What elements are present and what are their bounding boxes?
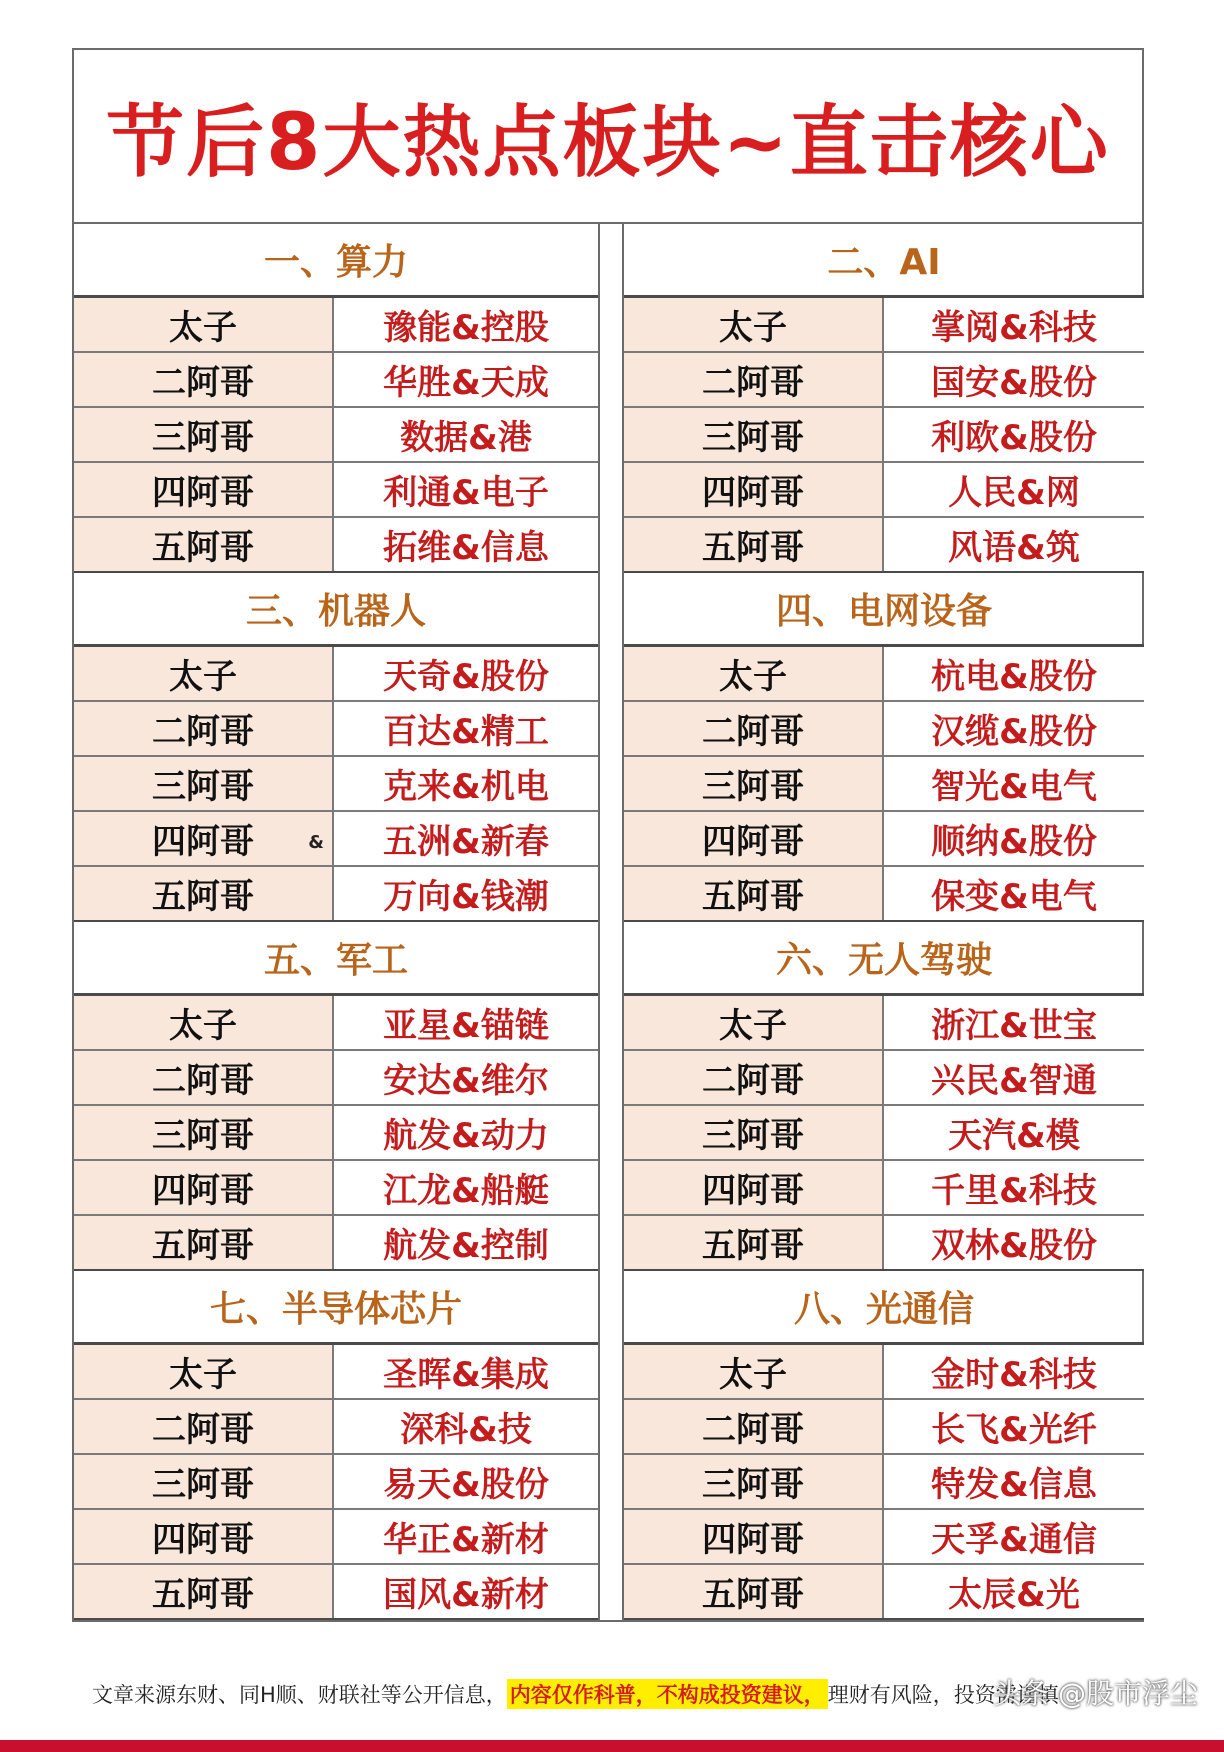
stray-ampersand: & xyxy=(308,832,324,853)
sector-heading: 一、算力 xyxy=(74,224,598,298)
stock-name: 金时&科技 xyxy=(884,1345,1144,1398)
source-text: 文章来源东财、同H顺、财联社等公开信息， xyxy=(92,1683,507,1707)
table-row xyxy=(74,757,598,812)
table-row xyxy=(624,1565,1144,1620)
rank-label: 二阿哥 xyxy=(74,702,334,755)
table-row xyxy=(74,1216,598,1271)
stock-name: 克来&机电 xyxy=(334,757,598,810)
table-row xyxy=(624,1161,1144,1216)
column-gap xyxy=(600,224,622,1620)
stock-name: 掌阅&科技 xyxy=(884,298,1144,351)
rank-label: 三阿哥 xyxy=(74,757,334,810)
stock-name: 杭电&股份 xyxy=(884,647,1144,700)
stock-name: 人民&网 xyxy=(884,463,1144,516)
rank-label: 四阿哥 xyxy=(74,1161,334,1214)
stock-name: 圣晖&集成 xyxy=(334,1345,598,1398)
sector-heading: 五、军工 xyxy=(74,922,598,996)
table-row xyxy=(624,1216,1144,1271)
table-row xyxy=(624,867,1144,922)
stock-name: 保变&电气 xyxy=(884,867,1144,920)
source-disclaimer xyxy=(92,1676,1059,1712)
rank-label: 二阿哥 xyxy=(74,353,334,406)
rank-label: 二阿哥 xyxy=(74,1051,334,1104)
rank-label: 太子 xyxy=(74,1345,334,1398)
rank-label: 二阿哥 xyxy=(624,702,884,755)
table-row xyxy=(624,353,1144,408)
table-row xyxy=(74,1565,598,1620)
sector-section xyxy=(74,922,598,1271)
table-row xyxy=(624,298,1144,353)
sector-heading: 二、AI xyxy=(624,224,1144,298)
rank-label: 四阿哥 xyxy=(74,463,334,516)
table-row xyxy=(74,1161,598,1216)
rank-label: 太子 xyxy=(624,647,884,700)
table-row xyxy=(74,353,598,408)
rank-label: 五阿哥 xyxy=(74,1216,334,1269)
rank-label: 五阿哥 xyxy=(624,1216,884,1269)
stock-name: 拓维&信息 xyxy=(334,518,598,571)
table-row xyxy=(624,1051,1144,1106)
rank-label: 三阿哥 xyxy=(74,408,334,461)
table-row xyxy=(74,1510,598,1565)
table-row xyxy=(74,1455,598,1510)
stock-name: 汉缆&股份 xyxy=(884,702,1144,755)
rank-label: 三阿哥 xyxy=(624,408,884,461)
document-frame xyxy=(72,48,1144,1622)
rank-label: 三阿哥 xyxy=(624,1106,884,1159)
rank-label: 四阿哥 xyxy=(74,1510,334,1563)
stock-name: 顺纳&股份 xyxy=(884,812,1144,865)
rank-label: 四阿哥 xyxy=(624,1510,884,1563)
stock-name: 万向&钱潮 xyxy=(334,867,598,920)
stock-name: 深科&技 xyxy=(334,1400,598,1453)
table-row xyxy=(624,1455,1144,1510)
table-row xyxy=(624,1400,1144,1455)
sector-heading: 八、光通信 xyxy=(624,1271,1144,1345)
right-column xyxy=(622,224,1144,1620)
table-row xyxy=(74,812,598,867)
stock-name: 双林&股份 xyxy=(884,1216,1144,1269)
stock-name: 五洲&新春 xyxy=(334,812,598,865)
table-row xyxy=(74,1400,598,1455)
table-row xyxy=(74,647,598,702)
stock-name: 华胜&天成 xyxy=(334,353,598,406)
table-row xyxy=(624,408,1144,463)
author-watermark: 头条 @股市浮尘 xyxy=(993,1677,1198,1710)
sector-section xyxy=(74,1271,598,1620)
rank-label: 五阿哥 xyxy=(624,518,884,571)
stock-name: 国安&股份 xyxy=(884,353,1144,406)
stock-name: 豫能&控股 xyxy=(334,298,598,351)
sector-heading: 四、电网设备 xyxy=(624,573,1144,647)
rank-label: 二阿哥 xyxy=(74,1400,334,1453)
table-row xyxy=(624,518,1144,573)
rank-label: 五阿哥 xyxy=(624,1565,884,1618)
stock-name: 百达&精工 xyxy=(334,702,598,755)
stock-name: 长飞&光纤 xyxy=(884,1400,1144,1453)
stock-name: 航发&动力 xyxy=(334,1106,598,1159)
stock-name: 风语&筑 xyxy=(884,518,1144,571)
rank-cell xyxy=(74,812,334,865)
sector-heading: 七、半导体芯片 xyxy=(74,1271,598,1345)
rank-label: 四阿哥 xyxy=(624,1161,884,1214)
table-row xyxy=(624,996,1144,1051)
stock-name: 特发&信息 xyxy=(884,1455,1144,1508)
sector-section xyxy=(624,573,1144,922)
rank-label: 太子 xyxy=(624,996,884,1049)
table-row xyxy=(74,1051,598,1106)
rank-label: 五阿哥 xyxy=(624,867,884,920)
stock-name: 天孚&通信 xyxy=(884,1510,1144,1563)
stock-name: 千里&科技 xyxy=(884,1161,1144,1214)
stock-name: 智光&电气 xyxy=(884,757,1144,810)
table-row xyxy=(74,1345,598,1400)
table-row xyxy=(74,996,598,1051)
sector-section xyxy=(74,224,598,573)
stock-name: 数据&港 xyxy=(334,408,598,461)
rank-label: 四阿哥 xyxy=(624,463,884,516)
rank-label: 二阿哥 xyxy=(624,353,884,406)
rank-label: 五阿哥 xyxy=(74,1565,334,1618)
rank-label: 四阿哥 xyxy=(624,812,884,865)
rank-label: 四阿哥 xyxy=(152,822,254,862)
rank-label: 太子 xyxy=(74,298,334,351)
stock-name: 安达&维尔 xyxy=(334,1051,598,1104)
table-row xyxy=(624,757,1144,812)
stock-name: 利欧&股份 xyxy=(884,408,1144,461)
rank-label: 三阿哥 xyxy=(74,1455,334,1508)
sector-section xyxy=(624,1271,1144,1620)
page-title: 节后8大热点板块~直击核心 xyxy=(106,98,1110,188)
table-row xyxy=(624,812,1144,867)
table-row xyxy=(74,298,598,353)
rank-label: 五阿哥 xyxy=(74,518,334,571)
rank-label: 二阿哥 xyxy=(624,1051,884,1104)
stock-name: 浙江&世宝 xyxy=(884,996,1144,1049)
stock-name: 易天&股份 xyxy=(334,1455,598,1508)
table-row xyxy=(624,702,1144,757)
stock-name: 兴民&智通 xyxy=(884,1051,1144,1104)
stock-name: 航发&控制 xyxy=(334,1216,598,1269)
table-row xyxy=(74,867,598,922)
table-row xyxy=(624,1510,1144,1565)
stock-name: 华正&新材 xyxy=(334,1510,598,1563)
rank-label: 五阿哥 xyxy=(74,867,334,920)
rank-label: 二阿哥 xyxy=(624,1400,884,1453)
rank-label: 太子 xyxy=(74,647,334,700)
title-box xyxy=(74,50,1142,224)
sector-heading: 六、无人驾驶 xyxy=(624,922,1144,996)
sector-heading: 三、机器人 xyxy=(74,573,598,647)
rank-label: 三阿哥 xyxy=(74,1106,334,1159)
table-row xyxy=(74,518,598,573)
sector-section xyxy=(624,922,1144,1271)
table-row xyxy=(624,463,1144,518)
rank-label: 太子 xyxy=(74,996,334,1049)
stock-name: 天汽&模 xyxy=(884,1106,1144,1159)
rank-label: 太子 xyxy=(624,1345,884,1398)
highlighted-disclaimer: 内容仅作科普，不构成投资建议， xyxy=(507,1679,828,1709)
sector-section xyxy=(74,573,598,922)
sector-section xyxy=(624,224,1144,573)
rank-label: 三阿哥 xyxy=(624,1455,884,1508)
table-row xyxy=(74,408,598,463)
stock-name: 亚星&锚链 xyxy=(334,996,598,1049)
stock-name: 太辰&光 xyxy=(884,1565,1144,1618)
bottom-accent-bar xyxy=(0,1740,1224,1752)
stock-name: 江龙&船艇 xyxy=(334,1161,598,1214)
left-column xyxy=(74,224,600,1620)
table-row xyxy=(624,647,1144,702)
table-row xyxy=(74,702,598,757)
risk-text: 理财有风险，投资需谨慎 xyxy=(827,1683,1059,1707)
stock-name: 国风&新材 xyxy=(334,1565,598,1618)
table-row xyxy=(74,463,598,518)
rank-label: 太子 xyxy=(624,298,884,351)
stock-name: 利通&电子 xyxy=(334,463,598,516)
table-row xyxy=(74,1106,598,1161)
table-row xyxy=(624,1106,1144,1161)
table-row xyxy=(624,1345,1144,1400)
rank-label: 三阿哥 xyxy=(624,757,884,810)
stock-name: 天奇&股份 xyxy=(334,647,598,700)
